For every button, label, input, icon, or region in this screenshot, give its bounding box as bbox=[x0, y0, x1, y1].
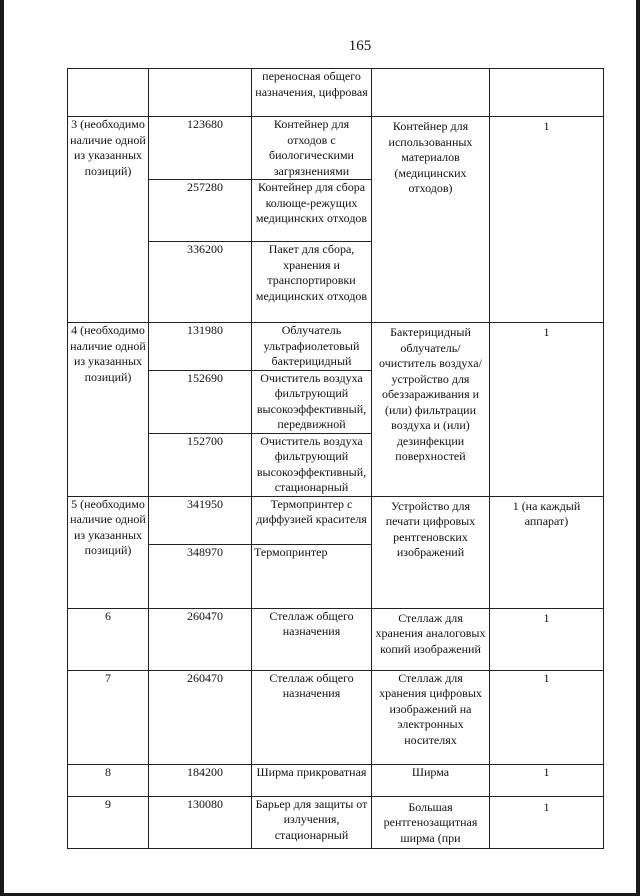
table-row bbox=[68, 496, 604, 544]
cell-quantity: 1 bbox=[490, 764, 604, 796]
cell-code: 184200 bbox=[149, 764, 252, 796]
cell-quantity: 1 (на каждый аппарат) bbox=[490, 496, 604, 608]
cell-code: 260470 bbox=[149, 670, 252, 764]
cell-code: 152700 bbox=[149, 433, 252, 496]
cell-purpose: Бактерицидный облучатель/ очиститель воздуха/ устройство для обеззараживания и (или) фильтрации воздуха и (или) дезинфекции поверхностей bbox=[372, 323, 490, 497]
cell-purpose: Стеллаж для хранения цифровых изображений на электронных носителях bbox=[372, 670, 490, 764]
cell-quantity bbox=[490, 69, 604, 117]
cell-number bbox=[68, 69, 149, 117]
cell-purpose: Стеллаж для хранения аналоговых копий изображений bbox=[372, 608, 490, 670]
cell-number: 6 bbox=[68, 608, 149, 670]
cell-quantity: 1 bbox=[490, 796, 604, 848]
cell-name: переносная общего назначения, цифровая bbox=[252, 69, 372, 117]
cell-number: 7 bbox=[68, 670, 149, 764]
cell-name: Пакет для сбора, хранения и транспортировки медицинских отходов bbox=[252, 242, 372, 323]
cell-number: 4 (необходимо наличие одной из указанных позиций) bbox=[68, 323, 149, 497]
cell-code: 348970 bbox=[149, 544, 252, 608]
table-row bbox=[68, 764, 604, 796]
cell-name: Контейнер для отходов с биологическими загрязнениями bbox=[252, 117, 372, 180]
cell-number: 3 (необходимо наличие одной из указанных позиций) bbox=[68, 117, 149, 323]
page-number: 165 bbox=[348, 38, 372, 54]
cell-name: Очиститель воздуха фильтрующий высокоэффективный, передвижной bbox=[252, 370, 372, 433]
cell-name: Облучатель ультрафиолетовый бактерицидный bbox=[252, 323, 372, 371]
cell-quantity: 1 bbox=[490, 608, 604, 670]
cell-purpose: Ширма bbox=[372, 764, 490, 796]
table-row bbox=[68, 323, 604, 371]
cell-purpose: Контейнер для использованных материалов (медицинских отходов) bbox=[372, 117, 490, 323]
cell-code: 341950 bbox=[149, 496, 252, 544]
cell-code: 130080 bbox=[149, 796, 252, 848]
cell-code bbox=[149, 69, 252, 117]
cell-name: Ширма прикроватная bbox=[252, 764, 372, 796]
cell-code: 152690 bbox=[149, 370, 252, 433]
cell-code: 260470 bbox=[149, 608, 252, 670]
table-row bbox=[68, 670, 604, 764]
equipment-table bbox=[67, 68, 604, 849]
cell-name: Контейнер для сбора колюще-режущих медицинских отходов bbox=[252, 180, 372, 242]
table-row bbox=[68, 796, 604, 848]
cell-name: Стеллаж общего назначения bbox=[252, 608, 372, 670]
table-row bbox=[68, 69, 604, 117]
cell-quantity: 1 bbox=[490, 670, 604, 764]
cell-purpose bbox=[372, 69, 490, 117]
cell-quantity: 1 bbox=[490, 323, 604, 497]
table-row bbox=[68, 608, 604, 670]
cell-number: 9 bbox=[68, 796, 149, 848]
cell-number: 8 bbox=[68, 764, 149, 796]
cell-purpose: Большая рентгенозащитная ширма (при bbox=[372, 796, 490, 848]
cell-code: 123680 bbox=[149, 117, 252, 180]
cell-name: Очиститель воздуха фильтрующий высокоэффективный, стационарный bbox=[252, 433, 372, 496]
cell-name: Стеллаж общего назначения bbox=[252, 670, 372, 764]
cell-code: 131980 bbox=[149, 323, 252, 371]
cell-purpose: Устройство для печати цифровых рентгеновских изображений bbox=[372, 496, 490, 608]
cell-code: 336200 bbox=[149, 242, 252, 323]
cell-name: Термопринтер bbox=[252, 544, 372, 608]
cell-number: 5 (необходимо наличие одной из указанных позиций) bbox=[68, 496, 149, 608]
cell-name: Барьер для защиты от излучения, стационарный bbox=[252, 796, 372, 848]
cell-code: 257280 bbox=[149, 180, 252, 242]
cell-quantity: 1 bbox=[490, 117, 604, 323]
cell-name: Термопринтер с диффузией красителя bbox=[252, 496, 372, 544]
table-row bbox=[68, 117, 604, 180]
